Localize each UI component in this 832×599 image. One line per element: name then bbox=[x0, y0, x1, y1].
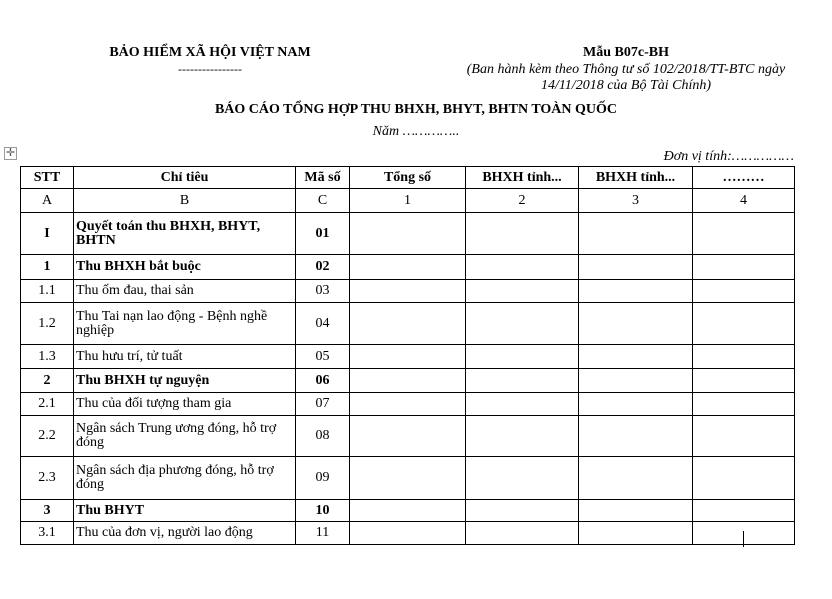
cell-province-1[interactable] bbox=[466, 303, 579, 345]
form-code: Mẫu B07c-BH bbox=[583, 45, 669, 60]
table-row bbox=[21, 303, 795, 345]
cell-province-2[interactable] bbox=[579, 522, 693, 545]
issued-by-line1: (Ban hành kèm theo Thông tư số 102/2018/TT-BTC ngày bbox=[466, 62, 786, 77]
cell-total[interactable] bbox=[350, 522, 466, 545]
code-b: B bbox=[74, 189, 296, 213]
row-indicator[interactable]: Thu BHXH bắt buộc bbox=[74, 255, 296, 280]
cell-more[interactable] bbox=[693, 369, 795, 393]
table-body bbox=[21, 213, 795, 545]
cell-more[interactable] bbox=[693, 255, 795, 280]
cell-province-1[interactable] bbox=[466, 280, 579, 303]
cell-province-2[interactable] bbox=[579, 280, 693, 303]
cell-province-1[interactable] bbox=[466, 457, 579, 500]
header-indicator: Chỉ tiêu bbox=[74, 167, 296, 189]
row-stt[interactable]: 2.1 bbox=[21, 393, 74, 416]
issued-by-note bbox=[420, 62, 832, 94]
table-row bbox=[21, 457, 795, 500]
table-row bbox=[21, 280, 795, 303]
cell-province-2[interactable] bbox=[579, 500, 693, 522]
cell-province-2[interactable] bbox=[579, 393, 693, 416]
cell-more[interactable] bbox=[693, 457, 795, 500]
row-stt[interactable]: 2.2 bbox=[21, 416, 74, 457]
cell-province-2[interactable] bbox=[579, 457, 693, 500]
cell-province-1[interactable] bbox=[466, 345, 579, 369]
code-1: 1 bbox=[350, 189, 466, 213]
row-indicator[interactable]: Thu BHYT bbox=[74, 500, 296, 522]
report-title: BÁO CÁO TỔNG HỢP THU BHXH, BHYT, BHTN TOÀN QUỐC bbox=[214, 102, 618, 117]
cell-total[interactable] bbox=[350, 303, 466, 345]
code-3: 3 bbox=[579, 189, 693, 213]
row-stt[interactable]: 2.3 bbox=[21, 457, 74, 500]
code-2: 2 bbox=[466, 189, 579, 213]
table-row bbox=[21, 255, 795, 280]
header-more: ……… bbox=[693, 167, 795, 189]
row-code[interactable]: 08 bbox=[296, 416, 350, 457]
row-stt[interactable]: 1.1 bbox=[21, 280, 74, 303]
table-row bbox=[21, 213, 795, 255]
row-code[interactable]: 04 bbox=[296, 303, 350, 345]
table-row bbox=[21, 393, 795, 416]
code-a: A bbox=[21, 189, 74, 213]
row-indicator[interactable]: Thu của đơn vị, người lao động bbox=[74, 522, 296, 545]
cell-total[interactable] bbox=[350, 393, 466, 416]
cell-total[interactable] bbox=[350, 500, 466, 522]
cell-total[interactable] bbox=[350, 213, 466, 255]
cell-more[interactable] bbox=[693, 303, 795, 345]
row-stt[interactable]: 1.2 bbox=[21, 303, 74, 345]
header-code: Mã số bbox=[296, 167, 350, 189]
header-total: Tổng số bbox=[350, 167, 466, 189]
header-province-1: BHXH tỉnh... bbox=[466, 167, 579, 189]
code-4: 4 bbox=[693, 189, 795, 213]
cell-total[interactable] bbox=[350, 255, 466, 280]
cell-province-1[interactable] bbox=[466, 255, 579, 280]
row-indicator[interactable]: Ngân sách Trung ương đóng, hỗ trợ đóng bbox=[74, 416, 296, 457]
header-province-2: BHXH tỉnh... bbox=[579, 167, 693, 189]
row-indicator[interactable]: Thu của đối tượng tham gia bbox=[74, 393, 296, 416]
row-indicator[interactable]: Ngân sách địa phương đóng, hỗ trợ đóng bbox=[74, 457, 296, 500]
row-indicator[interactable]: Thu Tai nạn lao động - Bệnh nghề nghiệp bbox=[74, 303, 296, 345]
row-code[interactable]: 10 bbox=[296, 500, 350, 522]
row-code[interactable]: 02 bbox=[296, 255, 350, 280]
row-stt[interactable]: 1 bbox=[21, 255, 74, 280]
table-row bbox=[21, 369, 795, 393]
cell-province-2[interactable] bbox=[579, 255, 693, 280]
row-code[interactable]: 09 bbox=[296, 457, 350, 500]
cell-total[interactable] bbox=[350, 416, 466, 457]
column-code-row bbox=[21, 189, 795, 213]
code-c: C bbox=[296, 189, 350, 213]
cell-more[interactable] bbox=[693, 345, 795, 369]
row-code[interactable]: 01 bbox=[296, 213, 350, 255]
cell-province-1[interactable] bbox=[466, 393, 579, 416]
unit-label[interactable]: Đơn vị tính:…………… bbox=[663, 149, 794, 164]
row-code[interactable]: 07 bbox=[296, 393, 350, 416]
cell-province-1[interactable] bbox=[466, 522, 579, 545]
table-row bbox=[21, 522, 795, 545]
table-row bbox=[21, 345, 795, 369]
row-indicator[interactable]: Quyết toán thu BHXH, BHYT, BHTN bbox=[74, 213, 296, 255]
report-year[interactable]: Năm ………….. bbox=[372, 124, 460, 139]
row-indicator[interactable]: Thu BHXH tự nguyện bbox=[74, 369, 296, 393]
header-stt: STT bbox=[21, 167, 74, 189]
cell-more[interactable] bbox=[693, 393, 795, 416]
report-table bbox=[20, 166, 795, 545]
cell-province-1[interactable] bbox=[466, 369, 579, 393]
cell-total[interactable] bbox=[350, 280, 466, 303]
row-stt[interactable]: I bbox=[21, 213, 74, 255]
cell-more[interactable] bbox=[693, 500, 795, 522]
cell-more[interactable] bbox=[693, 280, 795, 303]
cell-province-1[interactable] bbox=[466, 213, 579, 255]
row-stt[interactable]: 3 bbox=[21, 500, 74, 522]
cell-total[interactable] bbox=[350, 345, 466, 369]
organization-underline: ---------------- bbox=[178, 62, 242, 76]
row-stt[interactable]: 2 bbox=[21, 369, 74, 393]
row-stt[interactable]: 3.1 bbox=[21, 522, 74, 545]
cell-more[interactable] bbox=[693, 416, 795, 457]
table-row bbox=[21, 500, 795, 522]
row-indicator[interactable]: Thu hưu trí, tử tuất bbox=[74, 345, 296, 369]
table-move-handle-icon[interactable]: ✛ bbox=[5, 147, 16, 159]
text-cursor bbox=[743, 531, 744, 547]
cell-province-2[interactable] bbox=[579, 369, 693, 393]
row-code[interactable]: 03 bbox=[296, 280, 350, 303]
cell-province-1[interactable] bbox=[466, 416, 579, 457]
row-code[interactable]: 06 bbox=[296, 369, 350, 393]
row-indicator[interactable]: Thu ốm đau, thai sản bbox=[74, 280, 296, 303]
cell-province-2[interactable] bbox=[579, 303, 693, 345]
cell-total[interactable] bbox=[350, 457, 466, 500]
cell-province-1[interactable] bbox=[466, 500, 579, 522]
cell-province-2[interactable] bbox=[579, 213, 693, 255]
table-row bbox=[21, 416, 795, 457]
cell-total[interactable] bbox=[350, 369, 466, 393]
row-code[interactable]: 11 bbox=[296, 522, 350, 545]
cell-province-2[interactable] bbox=[579, 345, 693, 369]
row-stt[interactable]: 1.3 bbox=[21, 345, 74, 369]
cell-province-2[interactable] bbox=[579, 416, 693, 457]
table-header-row bbox=[21, 167, 795, 189]
issued-by-line2: 14/11/2018 của Bộ Tài Chính) bbox=[540, 78, 712, 93]
organization-name: BẢO HIỂM XÃ HỘI VIỆT NAM bbox=[109, 45, 311, 60]
cell-more[interactable] bbox=[693, 213, 795, 255]
row-code[interactable]: 05 bbox=[296, 345, 350, 369]
